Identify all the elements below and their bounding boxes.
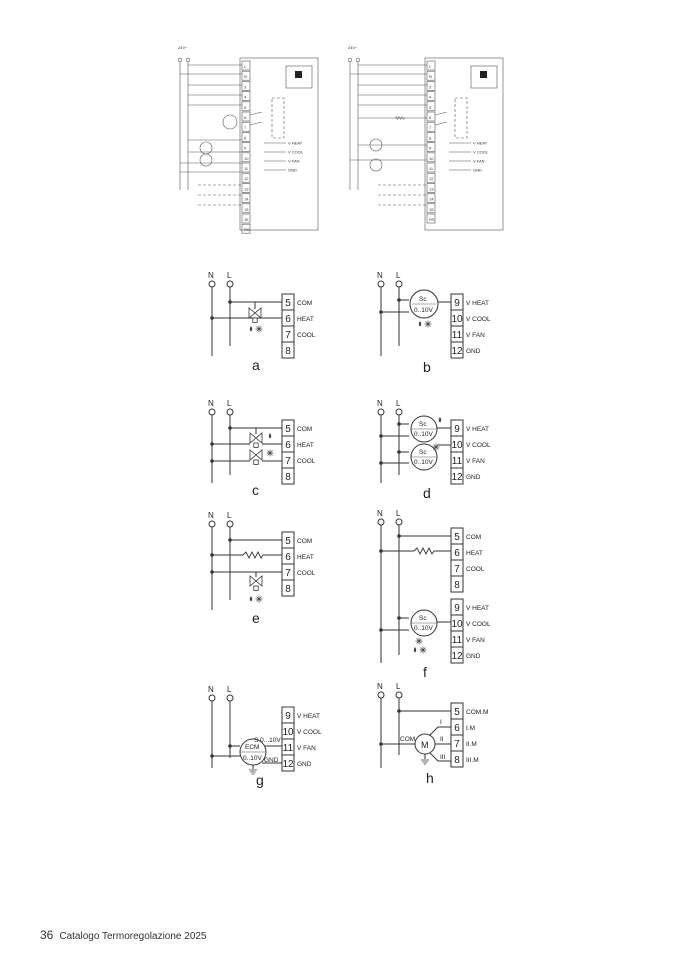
b-terminal-label: V FAN xyxy=(466,332,485,339)
b-heat-icon xyxy=(419,321,422,326)
b-terminal-num: 9 xyxy=(454,298,460,309)
e-letter: e xyxy=(252,610,260,626)
d-l-label: L xyxy=(396,399,401,408)
page-number: 36 xyxy=(40,928,54,942)
ovl-output-label: V HEAT xyxy=(288,140,303,146)
b-letter: b xyxy=(423,359,431,375)
d-cool-icon xyxy=(433,444,440,451)
diagram-b xyxy=(377,271,491,375)
f-heat-icon xyxy=(414,647,417,652)
f-terminal-num: 5 xyxy=(454,532,460,543)
a-terminal-label: COM xyxy=(297,300,313,307)
ovr-row-label: 3 xyxy=(429,84,432,90)
ovr-row-label: L xyxy=(429,64,432,69)
f2-terminal-label: V FAN xyxy=(466,637,485,644)
c-heat-icon xyxy=(269,433,272,438)
e-heat-icon xyxy=(250,596,253,601)
c-valve-heat-icon xyxy=(250,433,262,447)
diagram-g xyxy=(208,685,322,788)
diagram-a xyxy=(208,271,316,373)
ovr-row-label: 12 xyxy=(429,176,434,182)
ovr-row-label: 10 xyxy=(429,155,434,161)
b-terminal-label: GND xyxy=(466,348,481,355)
c-terminal-num: 7 xyxy=(285,456,291,467)
e-l-label: L xyxy=(227,511,232,520)
g-n-label: N xyxy=(208,685,214,694)
g-terminal-num: 12 xyxy=(282,759,294,770)
c-terminal-label: COM xyxy=(297,426,313,433)
f-terminal-num: 7 xyxy=(454,564,460,575)
h-terminal-num: 5 xyxy=(454,707,460,718)
g-terminal-label: GND xyxy=(297,761,312,768)
h-terminal-num: 6 xyxy=(454,723,460,734)
ovr-output-label: GND xyxy=(473,167,482,173)
diagram-c xyxy=(208,399,316,498)
f-terminal-num: 8 xyxy=(454,580,460,591)
e-terminal-label: COOL xyxy=(297,570,316,577)
d-terminal-label: GND xyxy=(466,474,481,481)
e-cool-icon xyxy=(256,596,263,603)
a-terminal-num: 8 xyxy=(285,346,291,357)
ovl-output-label: V COOL xyxy=(288,149,304,155)
g-terminal-num: 9 xyxy=(285,711,291,722)
ovl-row-label: 7 xyxy=(244,125,247,131)
h-terminal-label: III.M xyxy=(466,757,479,764)
a-letter: a xyxy=(252,357,260,373)
ovl-row-label: 5 xyxy=(244,104,247,110)
f2-terminal-label: V COOL xyxy=(466,621,491,628)
g-terminal-num: 11 xyxy=(282,743,294,754)
d-sc-1: Sc xyxy=(419,421,427,428)
ovr-row-label: 14 xyxy=(429,196,434,202)
f-cool-icon-1 xyxy=(416,638,423,645)
d-terminal-label: V COOL xyxy=(466,442,491,449)
f2-terminal-label: GND xyxy=(466,653,481,660)
f-n-label: N xyxy=(377,509,383,518)
e-resistor-icon xyxy=(243,552,265,558)
ovr-row-label: 13 xyxy=(429,186,434,192)
b-cool-icon xyxy=(425,321,432,328)
h-speed-2: II xyxy=(440,736,444,743)
g-l-label: L xyxy=(227,685,232,694)
ovl-row-label: 4 xyxy=(244,94,247,100)
f-sc: Sc xyxy=(419,615,427,622)
ovl-row-label: N xyxy=(244,74,247,80)
ovr-row-label: RS xyxy=(429,217,435,222)
b-terminal-label: V HEAT xyxy=(466,300,489,307)
c-terminal-num: 8 xyxy=(285,472,291,483)
ovl-row-label: 10 xyxy=(244,155,249,161)
b-n-label: N xyxy=(377,271,383,280)
g-ecm-range: 0..10V xyxy=(243,755,262,762)
g-terminal-label: V FAN xyxy=(297,745,316,752)
overview-right xyxy=(348,45,503,230)
ovl-row-label: 9 xyxy=(244,145,247,151)
c-letter: c xyxy=(252,482,259,498)
d-range-2: 0..10V xyxy=(414,459,433,466)
ovl-row-label: 14 xyxy=(244,196,249,202)
ovl-row-label: 8 xyxy=(244,135,247,141)
a-heat-icon xyxy=(250,326,253,331)
b-terminal-num: 12 xyxy=(451,346,463,357)
h-terminal-label: COM.M xyxy=(466,709,489,716)
b-terminal-num: 11 xyxy=(451,330,463,341)
g-s-range: S 0...10V xyxy=(254,737,281,744)
diagram-e xyxy=(208,511,316,626)
ovl-row-label: 13 xyxy=(244,186,249,192)
d-range-1: 0..10V xyxy=(414,431,433,438)
b-l-label: L xyxy=(396,271,401,280)
f2-terminal-num: 12 xyxy=(451,651,463,662)
g-ecm: ECM xyxy=(245,744,260,751)
g-terminal-num: 10 xyxy=(282,727,294,738)
c-cool-icon xyxy=(267,450,274,457)
ovr-row-label: 4 xyxy=(429,94,432,100)
b-sc: Sc xyxy=(419,296,427,303)
h-terminal-num: 8 xyxy=(454,755,460,766)
ovl-row-label: 12 xyxy=(244,176,249,182)
a-valve-icon xyxy=(249,308,261,322)
c-l-label: L xyxy=(227,399,232,408)
a-terminal-num: 6 xyxy=(285,314,291,325)
h-terminal-label: I.M xyxy=(466,725,476,732)
diagram-f xyxy=(377,509,491,680)
f-terminal-label: HEAT xyxy=(466,550,483,557)
a-terminal-label: COOL xyxy=(297,332,316,339)
f-cool-icon-2 xyxy=(420,647,427,654)
f2-terminal-num: 11 xyxy=(451,635,463,646)
ovl-row-label: 16 xyxy=(244,217,249,222)
ovr-output-label: V HEAT xyxy=(473,140,488,146)
g-letter: g xyxy=(256,772,264,788)
e-n-label: N xyxy=(208,511,214,520)
ovl-row-label: L xyxy=(244,64,247,69)
ovr-row-label: 7 xyxy=(429,125,432,131)
page-footer xyxy=(40,928,207,942)
catalog-title: Catalogo Termoregolazione 2025 xyxy=(59,931,207,942)
g-terminal-label: V HEAT xyxy=(297,713,320,720)
g-terminal-label: V COOL xyxy=(297,729,322,736)
f2-terminal-label: V HEAT xyxy=(466,605,489,612)
a-cool-icon xyxy=(256,326,263,333)
h-motor-label: M xyxy=(421,740,429,750)
ovl-row-label: RS xyxy=(244,227,250,233)
d-heat-icon xyxy=(439,417,442,422)
h-l-label: L xyxy=(396,682,401,691)
d-sc-2: Sc xyxy=(419,449,427,456)
f-l-label: L xyxy=(396,509,401,518)
d-n-label: N xyxy=(377,399,383,408)
e-terminal-label: HEAT xyxy=(297,554,314,561)
d-terminal-num: 10 xyxy=(451,440,463,451)
f-terminal-num: 6 xyxy=(454,548,460,559)
h-com: COM xyxy=(400,736,416,743)
f-terminal-label: COOL xyxy=(466,566,485,573)
c-terminal-num: 5 xyxy=(285,424,291,435)
f-letter: f xyxy=(423,664,427,680)
ovl-output-label: GND xyxy=(288,167,297,173)
ovl-row-label: 3 xyxy=(244,84,247,90)
h-n-label: N xyxy=(377,682,383,691)
ovr-row-label: 9 xyxy=(429,145,432,151)
e-terminal-num: 6 xyxy=(285,552,291,563)
d-terminal-num: 9 xyxy=(454,424,460,435)
d-terminal-label: V FAN xyxy=(466,458,485,465)
a-terminal-num: 5 xyxy=(285,298,291,309)
c-valve-cool-icon xyxy=(250,450,262,464)
ovr-row-label: 5 xyxy=(429,104,432,110)
ovl-row-label: 6 xyxy=(244,115,247,120)
h-terminal-num: 7 xyxy=(454,739,460,750)
diagram-d xyxy=(377,399,491,501)
ovr-row-label: 6 xyxy=(429,115,432,120)
a-terminal-num: 7 xyxy=(285,330,291,341)
c-terminal-label: HEAT xyxy=(297,442,314,449)
overview-left xyxy=(178,45,318,233)
a-n-label: N xyxy=(208,271,214,280)
h-ground-icon xyxy=(421,760,429,764)
e-terminal-label: COM xyxy=(297,538,313,545)
h-letter: h xyxy=(426,770,434,786)
f-terminal-label: COM xyxy=(466,534,482,541)
h-speed-1: I xyxy=(440,719,442,726)
f-resistor-icon xyxy=(414,548,436,554)
b-range: 0..10V xyxy=(414,307,433,314)
f2-terminal-num: 9 xyxy=(454,603,460,614)
e-valve-icon xyxy=(250,576,262,590)
ovl-output-label: V FAN xyxy=(288,158,300,164)
e-terminal-num: 7 xyxy=(285,568,291,579)
c-terminal-num: 6 xyxy=(285,440,291,451)
h-speed-3: III xyxy=(440,754,446,761)
ovr-row-label: 8 xyxy=(429,135,432,141)
ovr-output-label: V FAN xyxy=(473,158,485,164)
a-l-label: L xyxy=(227,271,232,280)
f-range: 0..10V xyxy=(414,625,433,632)
e-terminal-num: 5 xyxy=(285,536,291,547)
e-terminal-num: 8 xyxy=(285,584,291,595)
g-gnd: GND xyxy=(264,757,279,764)
h-terminal-label: II.M xyxy=(466,741,477,748)
f2-terminal-num: 10 xyxy=(451,619,463,630)
b-terminal-label: V COOL xyxy=(466,316,491,323)
overview-right-supply: 24V~ xyxy=(348,45,358,50)
ovr-output-label: V COOL xyxy=(473,149,489,155)
d-letter: d xyxy=(423,485,431,501)
ovl-row-label: 11 xyxy=(244,166,249,171)
ovr-row-label: 11 xyxy=(429,166,434,171)
a-terminal-label: HEAT xyxy=(297,316,314,323)
diagram-h xyxy=(377,682,488,786)
d-terminal-num: 12 xyxy=(451,472,463,483)
b-terminal-num: 10 xyxy=(451,314,463,325)
overview-left-supply: 24V~ xyxy=(178,45,188,50)
d-terminal-label: V HEAT xyxy=(466,426,489,433)
ovr-row-label: N xyxy=(429,74,432,80)
c-n-label: N xyxy=(208,399,214,408)
d-terminal-num: 11 xyxy=(451,456,463,467)
c-terminal-label: COOL xyxy=(297,458,316,465)
ovl-row-label: 15 xyxy=(244,206,249,212)
ovr-row-label: 15 xyxy=(429,206,434,212)
